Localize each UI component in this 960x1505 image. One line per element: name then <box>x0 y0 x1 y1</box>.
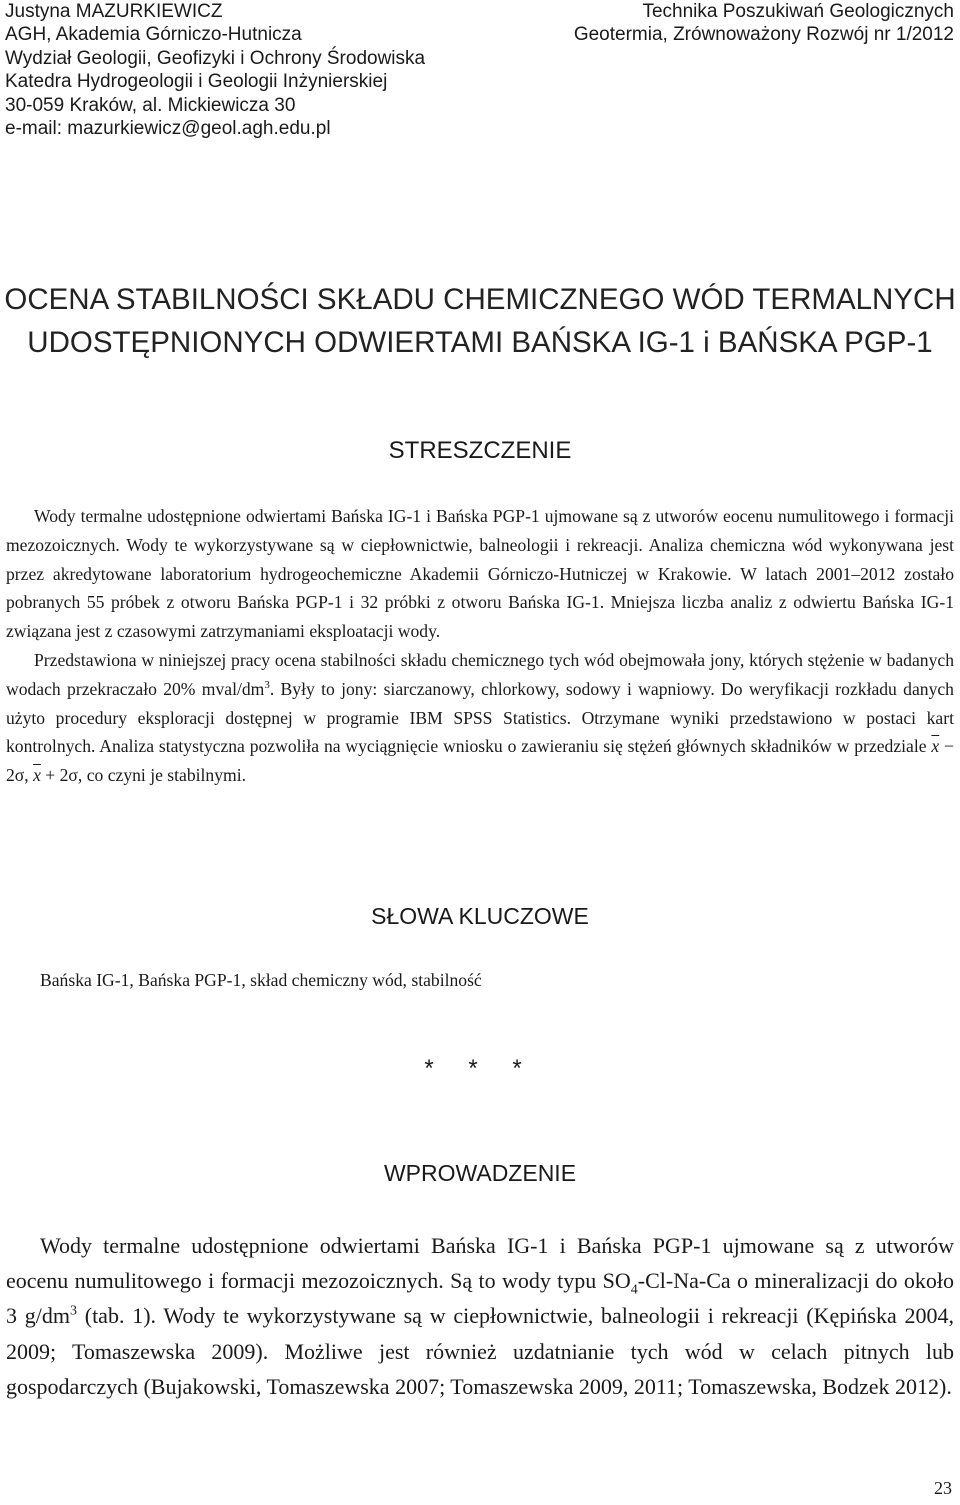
paper-title <box>0 278 960 364</box>
intro-part-b: -Cl-Na-Ca o mineralizacji do około 3 g/dm <box>6 1268 954 1329</box>
section-separator: * * * <box>424 1055 536 1082</box>
keywords-text: Bańska IG-1, Bańska PGP-1, skład chemiczny wód, stabilność <box>40 970 482 990</box>
title-line-2: UDOSTĘPNIONYCH ODWIERTAMI BAŃSKA IG-1 i BAŃSKA PGP-1 <box>27 326 933 359</box>
author-faculty: Wydział Geologii, Geofizyki i Ochrony Środowiska <box>5 47 426 69</box>
mean-symbol-2: $\overline{x}$ <box>33 765 41 786</box>
abstract-paragraph-2 <box>6 646 954 790</box>
mean-symbol-1: $\overline{x}$ <box>931 736 940 757</box>
author-name: Justyna MAZURKIEWICZ <box>5 1 223 22</box>
author-block <box>5 0 425 140</box>
intro-part-c: (tab. 1). Wody te wykorzystywane są w ciepłownictwie, balneologii i rekreacji (Kępińska 2004, 2009; Tomaszewska 2009). Możliwe jest również uzdatnianie tych wód w celach pitnych lub gospodarczych (Bujakowski, Tomaszewska 2007; Tomaszewska 2009, 2011; Tomaszewska, Bodzek 2012). <box>6 1303 954 1399</box>
journal-issue: Geotermia, Zrównoważony Rozwój nr 1/2012 <box>573 24 954 46</box>
intro-superscript: 3 <box>69 1304 77 1320</box>
intro-subscript: 4 <box>630 1282 638 1298</box>
abstract-p2-part-a: Przedstawiona w niniejszej pracy ocena stabilności składu chemicznego tych wód obejmowała jony, których stężenie w badanych wodach przekraczało 20% mval/dm <box>6 649 954 699</box>
page-number: 23 <box>934 1478 952 1498</box>
title-line-1: OCENA STABILNOŚCI SKŁADU CHEMICZNEGO WÓD TERMALNYCH <box>4 283 956 316</box>
abstract-p2-superscript: 3 <box>264 678 270 691</box>
interval-lower: − 2σ, <box>6 736 954 786</box>
interval-upper: + 2σ <box>40 765 78 786</box>
journal-block <box>574 0 954 47</box>
keywords-heading: SŁOWA KLUCZOWE <box>371 903 589 929</box>
introduction-paragraph <box>6 1228 954 1404</box>
introduction-heading: WPROWADZENIE <box>383 1160 577 1186</box>
abstract-p2-part-c: , co czyni je stabilnymi. <box>77 765 246 786</box>
author-department: Katedra Hydrogeologii i Geologii Inżynierskiej <box>5 71 388 93</box>
author-email: e-mail: mazurkiewicz@geol.agh.edu.pl <box>5 118 331 140</box>
journal-name: Technika Poszukiwań Geologicznych <box>642 1 954 22</box>
abstract-paragraph-1: Wody termalne udostępnione odwiertami Bańska IG-1 i Bańska PGP-1 ujmowane są z utworów eocenu numulitowego i formacji mezozoicznych. Wody te wykorzystywane są w ciepłownictwie, balneologii i rekreacji. Analiza chemiczna wód wykonywana jest przez akredytowane laboratorium hydrogeochemiczne Akademii Górniczo-Hutniczej w Krakowie. W latach 2001–2012 zostało pobranych 55 próbek z otworu Bańska PGP-1 i 32 próbki z otworu Bańska IG-1. Mniejsza liczba analiz z odwiertu Bańska IG-1 związana jest z czasowymi zatrzymaniami eksploatacji wody. <box>6 506 954 642</box>
introduction-body <box>6 1228 954 1404</box>
author-university: AGH, Akademia Górniczo-Hutnicza <box>5 24 302 46</box>
intro-part-a: Wody termalne udostępnione odwiertami Bańska IG-1 i Bańska PGP-1 ujmowane są z utworów eocenu numulitowego i formacji mezozoicznych. Są to wody typu SO <box>6 1233 954 1294</box>
abstract-body <box>6 502 954 790</box>
author-address: 30-059 Kraków, al. Mickiewicza 30 <box>5 94 296 116</box>
abstract-p2-part-b: . Były to jony: siarczanowy, chlorkowy, sodowy i wapniowy. Do weryfikacji rozkładu danych użyto procedury eksploracji dostępnej w programie IBM SPSS Statistics. Otrzymane wyniki przedstawiono w postaci kart kontrolnych. Analiza statystyczna pozwoliła na wyciągnięcie wniosku o zawieraniu się stężeń głównych składników w przedziale <box>6 678 954 757</box>
abstract-heading: STRESZCZENIE <box>388 437 572 464</box>
